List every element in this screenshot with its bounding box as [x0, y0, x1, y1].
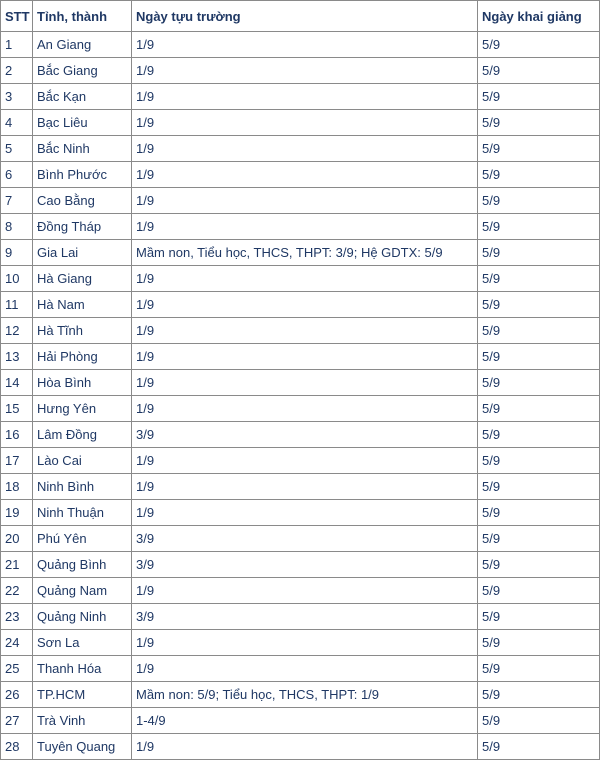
cell-back-to-school-date: 3/9	[132, 526, 478, 552]
table-row	[1, 58, 600, 84]
cell-back-to-school-date: 1/9	[132, 58, 478, 84]
cell-province: Hưng Yên	[33, 396, 132, 422]
cell-back-to-school-date: 1/9	[132, 396, 478, 422]
cell-stt: 22	[1, 578, 33, 604]
cell-back-to-school-date: 1/9	[132, 734, 478, 760]
table-row	[1, 292, 600, 318]
cell-back-to-school-date: 3/9	[132, 552, 478, 578]
cell-province: Sơn La	[33, 630, 132, 656]
table-row	[1, 656, 600, 682]
cell-back-to-school-date: Mầm non, Tiểu học, THCS, THPT: 3/9; Hệ GDTX: 5/9	[132, 240, 478, 266]
cell-province: Ninh Thuận	[33, 500, 132, 526]
cell-opening-date: 5/9	[478, 370, 600, 396]
cell-back-to-school-date: 3/9	[132, 604, 478, 630]
cell-back-to-school-date: 1/9	[132, 162, 478, 188]
table-row	[1, 214, 600, 240]
cell-back-to-school-date: 1/9	[132, 448, 478, 474]
table-row	[1, 396, 600, 422]
cell-stt: 19	[1, 500, 33, 526]
cell-back-to-school-date: 1/9	[132, 578, 478, 604]
cell-opening-date: 5/9	[478, 734, 600, 760]
cell-province: Cao Bằng	[33, 188, 132, 214]
cell-back-to-school-date: 1/9	[132, 656, 478, 682]
cell-opening-date: 5/9	[478, 266, 600, 292]
cell-stt: 7	[1, 188, 33, 214]
cell-stt: 3	[1, 84, 33, 110]
cell-province: Hà Tĩnh	[33, 318, 132, 344]
cell-province: Đồng Tháp	[33, 214, 132, 240]
cell-opening-date: 5/9	[478, 84, 600, 110]
cell-stt: 25	[1, 656, 33, 682]
cell-province: Bạc Liêu	[33, 110, 132, 136]
table-row	[1, 578, 600, 604]
table-row	[1, 266, 600, 292]
cell-opening-date: 5/9	[478, 578, 600, 604]
cell-opening-date: 5/9	[478, 396, 600, 422]
cell-province: Lâm Đồng	[33, 422, 132, 448]
cell-back-to-school-date: 1/9	[132, 370, 478, 396]
cell-opening-date: 5/9	[478, 136, 600, 162]
cell-opening-date: 5/9	[478, 682, 600, 708]
cell-province: Trà Vinh	[33, 708, 132, 734]
cell-stt: 27	[1, 708, 33, 734]
table-row	[1, 318, 600, 344]
table-row	[1, 344, 600, 370]
cell-stt: 18	[1, 474, 33, 500]
cell-stt: 23	[1, 604, 33, 630]
cell-stt: 5	[1, 136, 33, 162]
cell-province: Quảng Bình	[33, 552, 132, 578]
table-row	[1, 630, 600, 656]
table-row	[1, 240, 600, 266]
header-stt: STT	[1, 1, 33, 32]
cell-province: Bắc Giang	[33, 58, 132, 84]
cell-opening-date: 5/9	[478, 58, 600, 84]
cell-province: Gia Lai	[33, 240, 132, 266]
table-row	[1, 708, 600, 734]
cell-province: Quảng Nam	[33, 578, 132, 604]
cell-back-to-school-date: 1/9	[132, 318, 478, 344]
table-row	[1, 604, 600, 630]
cell-opening-date: 5/9	[478, 474, 600, 500]
cell-stt: 20	[1, 526, 33, 552]
cell-back-to-school-date: 1/9	[132, 344, 478, 370]
cell-province: Bắc Kạn	[33, 84, 132, 110]
table-row	[1, 682, 600, 708]
table-row	[1, 552, 600, 578]
table-row	[1, 474, 600, 500]
cell-stt: 9	[1, 240, 33, 266]
table-row	[1, 188, 600, 214]
cell-province: An Giang	[33, 32, 132, 58]
cell-stt: 21	[1, 552, 33, 578]
cell-back-to-school-date: 1/9	[132, 266, 478, 292]
table-row	[1, 370, 600, 396]
table-row	[1, 84, 600, 110]
cell-stt: 14	[1, 370, 33, 396]
cell-back-to-school-date: Mầm non: 5/9; Tiểu học, THCS, THPT: 1/9	[132, 682, 478, 708]
cell-back-to-school-date: 1/9	[132, 500, 478, 526]
table-row	[1, 422, 600, 448]
cell-back-to-school-date: 1-4/9	[132, 708, 478, 734]
cell-province: Tuyên Quang	[33, 734, 132, 760]
cell-stt: 15	[1, 396, 33, 422]
cell-stt: 13	[1, 344, 33, 370]
cell-stt: 17	[1, 448, 33, 474]
table-row	[1, 32, 600, 58]
cell-stt: 1	[1, 32, 33, 58]
cell-province: TP.HCM	[33, 682, 132, 708]
cell-back-to-school-date: 1/9	[132, 84, 478, 110]
cell-back-to-school-date: 1/9	[132, 136, 478, 162]
cell-opening-date: 5/9	[478, 708, 600, 734]
cell-back-to-school-date: 1/9	[132, 474, 478, 500]
table-row	[1, 162, 600, 188]
cell-opening-date: 5/9	[478, 318, 600, 344]
cell-opening-date: 5/9	[478, 500, 600, 526]
table-row	[1, 110, 600, 136]
table-body	[1, 32, 600, 760]
cell-opening-date: 5/9	[478, 292, 600, 318]
cell-province: Thanh Hóa	[33, 656, 132, 682]
cell-back-to-school-date: 1/9	[132, 32, 478, 58]
cell-back-to-school-date: 1/9	[132, 188, 478, 214]
table-row	[1, 136, 600, 162]
cell-province: Quảng Ninh	[33, 604, 132, 630]
cell-province: Ninh Bình	[33, 474, 132, 500]
cell-stt: 24	[1, 630, 33, 656]
header-back-to-school-date: Ngày tựu trường	[132, 1, 478, 32]
cell-province: Hải Phòng	[33, 344, 132, 370]
cell-back-to-school-date: 1/9	[132, 214, 478, 240]
header-province: Tỉnh, thành	[33, 1, 132, 32]
cell-opening-date: 5/9	[478, 110, 600, 136]
table-row	[1, 734, 600, 760]
cell-stt: 28	[1, 734, 33, 760]
cell-opening-date: 5/9	[478, 344, 600, 370]
header-opening-date: Ngày khai giảng	[478, 1, 600, 32]
cell-back-to-school-date: 1/9	[132, 292, 478, 318]
cell-province: Hòa Bình	[33, 370, 132, 396]
cell-province: Hà Nam	[33, 292, 132, 318]
cell-back-to-school-date: 3/9	[132, 422, 478, 448]
header-row	[1, 1, 600, 32]
cell-province: Hà Giang	[33, 266, 132, 292]
cell-opening-date: 5/9	[478, 448, 600, 474]
cell-province: Bắc Ninh	[33, 136, 132, 162]
cell-opening-date: 5/9	[478, 32, 600, 58]
cell-stt: 6	[1, 162, 33, 188]
cell-opening-date: 5/9	[478, 214, 600, 240]
cell-stt: 26	[1, 682, 33, 708]
table-row	[1, 500, 600, 526]
cell-stt: 4	[1, 110, 33, 136]
cell-stt: 12	[1, 318, 33, 344]
cell-opening-date: 5/9	[478, 188, 600, 214]
cell-opening-date: 5/9	[478, 526, 600, 552]
cell-province: Phú Yên	[33, 526, 132, 552]
cell-province: Lào Cai	[33, 448, 132, 474]
cell-province: Bình Phước	[33, 162, 132, 188]
cell-back-to-school-date: 1/9	[132, 630, 478, 656]
cell-stt: 8	[1, 214, 33, 240]
cell-opening-date: 5/9	[478, 604, 600, 630]
cell-back-to-school-date: 1/9	[132, 110, 478, 136]
cell-opening-date: 5/9	[478, 656, 600, 682]
cell-opening-date: 5/9	[478, 552, 600, 578]
cell-stt: 16	[1, 422, 33, 448]
cell-opening-date: 5/9	[478, 162, 600, 188]
cell-opening-date: 5/9	[478, 422, 600, 448]
cell-stt: 11	[1, 292, 33, 318]
table-row	[1, 526, 600, 552]
cell-opening-date: 5/9	[478, 240, 600, 266]
cell-stt: 2	[1, 58, 33, 84]
table-row	[1, 448, 600, 474]
cell-stt: 10	[1, 266, 33, 292]
cell-opening-date: 5/9	[478, 630, 600, 656]
